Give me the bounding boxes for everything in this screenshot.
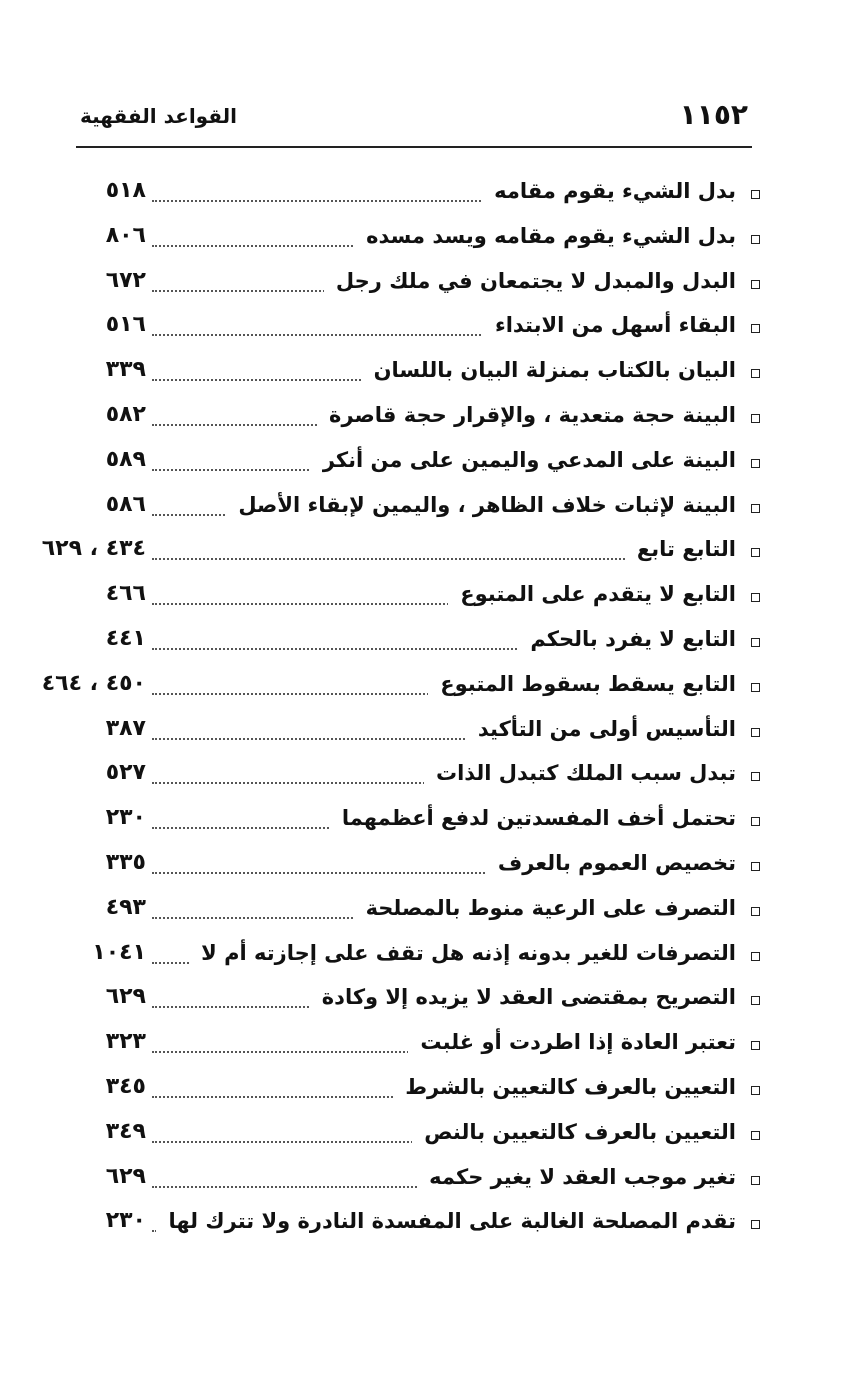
index-entry bbox=[60, 844, 760, 889]
index-entry bbox=[60, 441, 760, 486]
entry-page-number: ٥١٨ bbox=[105, 178, 146, 203]
square-bullet-icon bbox=[751, 414, 760, 423]
index-entry bbox=[60, 575, 760, 620]
index-entry bbox=[60, 306, 760, 351]
entry-text: التصرفات للغير بدونه إذنه هل تقف على إجازته أم لا bbox=[189, 941, 736, 965]
entry-page-number: ٣٤٩ bbox=[105, 1118, 146, 1144]
index-entry bbox=[60, 262, 760, 307]
entry-page-number: ٣٤٥ bbox=[105, 1073, 146, 1099]
entry-text: البقاء أسهل من الابتداء bbox=[483, 313, 736, 337]
entry-page-number: ٦٢٩ bbox=[105, 984, 146, 1010]
entry-page-number: ٥٨٩ bbox=[105, 446, 146, 472]
entry-page-number: ٢٣٠ bbox=[105, 1208, 146, 1234]
index-entry bbox=[60, 1023, 760, 1068]
entry-text: البينة حجة متعدية ، والإقرار حجة قاصرة bbox=[317, 403, 736, 427]
index-entry bbox=[60, 978, 760, 1023]
entry-text: التعيين بالعرف كالتعيين بالشرط bbox=[393, 1075, 736, 1099]
entry-page-number: ٤٥٠ ، ٤٦٤ bbox=[41, 670, 146, 696]
entry-page-number: ٥٨٦ bbox=[105, 491, 146, 517]
index-entries bbox=[41, 172, 760, 1247]
index-entry bbox=[60, 396, 760, 441]
square-bullet-icon bbox=[751, 772, 760, 781]
square-bullet-icon bbox=[751, 1176, 760, 1185]
entry-page-number: ٦٢٩ bbox=[105, 1163, 146, 1189]
square-bullet-icon bbox=[751, 280, 760, 289]
entry-page-number: ٤٦٦ bbox=[105, 581, 146, 607]
square-bullet-icon bbox=[751, 369, 760, 378]
square-bullet-icon bbox=[751, 1086, 760, 1095]
entry-text: التأسيس أولى من التأكيد bbox=[466, 717, 736, 741]
index-entry bbox=[60, 754, 760, 799]
square-bullet-icon bbox=[751, 235, 760, 244]
entry-text: التابع لا يفرد بالحكم bbox=[518, 627, 736, 651]
index-entry bbox=[41, 530, 760, 575]
entry-text: التصريح بمقتضى العقد لا يزيده إلا وكادة bbox=[310, 985, 736, 1009]
page-header bbox=[76, 96, 752, 148]
index-entry bbox=[60, 217, 760, 262]
index-entry bbox=[60, 889, 760, 934]
square-bullet-icon bbox=[751, 907, 760, 916]
index-entry bbox=[60, 1113, 760, 1158]
entry-text: تغير موجب العقد لا يغير حكمه bbox=[417, 1165, 736, 1189]
entry-text: بدل الشيء يقوم مقامه ويسد مسده bbox=[354, 224, 736, 248]
square-bullet-icon bbox=[751, 324, 760, 333]
index-entry bbox=[41, 665, 760, 710]
square-bullet-icon bbox=[751, 817, 760, 826]
index-entry bbox=[60, 710, 760, 755]
entry-text: تعتبر العادة إذا اطردت أو غلبت bbox=[408, 1030, 736, 1054]
square-bullet-icon bbox=[751, 459, 760, 468]
entry-page-number: ٣٢٣ bbox=[105, 1029, 146, 1055]
square-bullet-icon bbox=[751, 862, 760, 871]
entry-page-number: ٦٧٢ bbox=[105, 267, 146, 293]
entry-page-number: ٥٨٢ bbox=[105, 401, 146, 427]
square-bullet-icon bbox=[751, 952, 760, 961]
square-bullet-icon bbox=[751, 1131, 760, 1140]
index-entry bbox=[60, 486, 760, 531]
index-entry bbox=[60, 799, 760, 844]
entry-page-number: ٥٢٧ bbox=[105, 760, 146, 786]
entry-page-number: ٢٣٠ bbox=[105, 805, 146, 831]
index-entry bbox=[60, 1068, 760, 1113]
entry-page-number: ٥١٦ bbox=[105, 312, 146, 338]
entry-page-number: ١٠٤١ bbox=[92, 939, 146, 965]
square-bullet-icon bbox=[751, 593, 760, 602]
index-entry bbox=[60, 620, 760, 665]
entry-page-number: ٣٨٧ bbox=[105, 715, 146, 741]
entry-text: التابع يسقط بسقوط المتبوع bbox=[428, 672, 736, 696]
entry-page-number: ٤٤١ bbox=[105, 625, 146, 651]
entry-text: البينة لإثبات خلاف الظاهر ، واليمين لإبقاء الأصل bbox=[226, 493, 736, 517]
entry-text: البينة على المدعي واليمين على من أنكر bbox=[311, 448, 736, 472]
index-entry bbox=[60, 351, 760, 396]
index-entry bbox=[60, 1202, 760, 1247]
entry-text: بدل الشيء يقوم مقامه bbox=[482, 179, 736, 203]
square-bullet-icon bbox=[751, 190, 760, 199]
entry-text: تحتمل أخف المفسدتين لدفع أعظمهما bbox=[330, 806, 736, 830]
square-bullet-icon bbox=[751, 548, 760, 557]
square-bullet-icon bbox=[751, 504, 760, 513]
square-bullet-icon bbox=[751, 1220, 760, 1229]
entry-text: تقدم المصلحة الغالبة على المفسدة النادرة ولا تترك لها bbox=[156, 1209, 736, 1233]
index-entry bbox=[60, 1158, 760, 1203]
entry-text: تبدل سبب الملك كتبدل الذات bbox=[424, 761, 736, 785]
entry-text: التعيين بالعرف كالتعيين بالنص bbox=[412, 1120, 736, 1144]
page-number: ١١٥٢ bbox=[679, 98, 748, 131]
entry-text: التابع تابع bbox=[625, 537, 736, 561]
index-entry bbox=[60, 934, 760, 979]
entry-text: تخصيص العموم بالعرف bbox=[486, 851, 736, 875]
entry-page-number: ٤٣٤ ، ٦٢٩ bbox=[41, 536, 146, 562]
book-title: القواعد الفقهية bbox=[80, 104, 237, 128]
square-bullet-icon bbox=[751, 1041, 760, 1050]
entry-text: البدل والمبدل لا يجتمعان في ملك رجل bbox=[324, 269, 736, 293]
index-entry bbox=[60, 172, 760, 217]
square-bullet-icon bbox=[751, 638, 760, 647]
entry-page-number: ٨٠٦ bbox=[105, 222, 146, 248]
square-bullet-icon bbox=[751, 996, 760, 1005]
entry-text: التصرف على الرعية منوط بالمصلحة bbox=[354, 896, 736, 920]
entry-page-number: ٣٣٩ bbox=[105, 357, 146, 383]
entry-page-number: ٣٣٥ bbox=[105, 849, 146, 875]
entry-text: البيان بالكتاب بمنزلة البيان باللسان bbox=[362, 358, 736, 382]
square-bullet-icon bbox=[751, 728, 760, 737]
square-bullet-icon bbox=[751, 683, 760, 692]
entry-page-number: ٤٩٣ bbox=[105, 894, 146, 920]
entry-text: التابع لا يتقدم على المتبوع bbox=[448, 582, 736, 606]
